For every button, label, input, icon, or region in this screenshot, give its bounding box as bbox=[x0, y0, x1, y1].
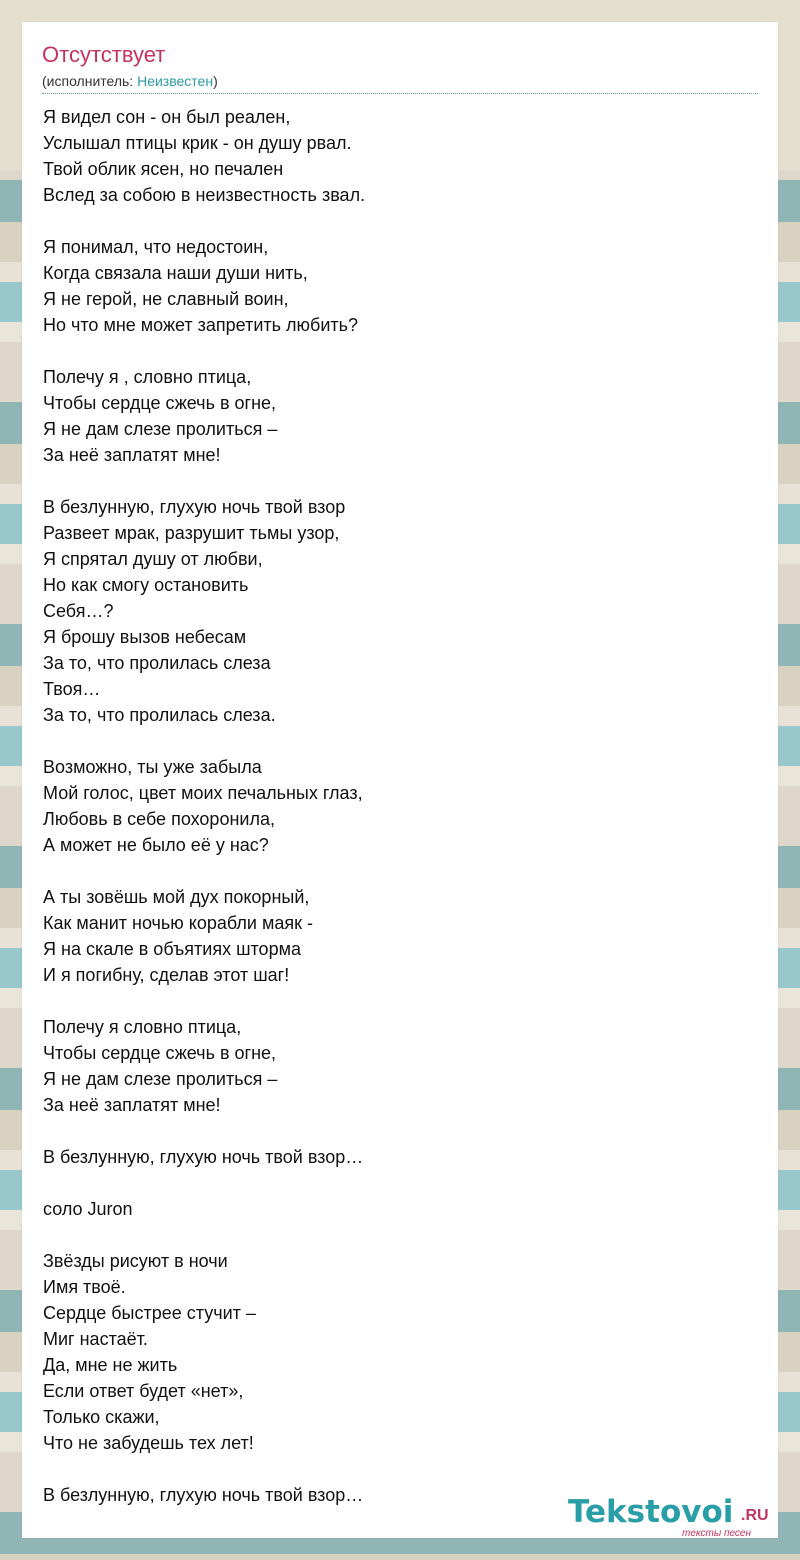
performer-link[interactable]: Неизвестен bbox=[137, 73, 214, 89]
performer-prefix: (исполнитель: bbox=[42, 73, 138, 89]
logo-subtitle: тексты песен bbox=[682, 1528, 751, 1539]
lyrics-card bbox=[22, 22, 778, 1538]
site-logo[interactable] bbox=[568, 1494, 778, 1538]
logo-text: Tekstovoi bbox=[568, 1494, 734, 1530]
logo-tld: .RU bbox=[741, 1507, 769, 1524]
performer-suffix: ) bbox=[213, 73, 218, 89]
divider bbox=[42, 93, 758, 94]
lyrics-text: Я видел сон - он был реален, Услышал птицы крик - он душу рвал. Твой облик ясен, но печален Вслед за собою в неизвестность звал. Я понимал, что недостоин, Когда связала наши души нить, Я не герой, не славный воин, Но что мне может запретить любить? Полечу я , словно птица, Чтобы сердце сжечь в огне, Я не дам слезе пролиться – За неё заплатят мне! В безлунную, глухую ночь твой взор Развеет мрак, разрушит тьмы узор, Я спрятал душу от любви, Но как смогу остановить Себя…? Я брошу вызов небесам За то, что пролилась слеза Твоя… За то, что пролилась слеза. Возможно, ты уже забыла Мой голос, цвет моих печальных глаз, Любовь в себе похоронила, А может не было её у нас? А ты зовёшь мой дух покорный, Как манит ночью корабли маяк - Я на скале в объятиях шторма И я погибну, сделав этот шаг! Полечу я словно птица, Чтобы сердце сжечь в огне, Я не дам слезе пролиться – За неё заплатят мне! В безлунную, глухую ночь твой взор… соло Juron Звёзды рисуют в ночи Имя твоё. Сердце быстрее стучит – Миг настаёт. Да, мне не жить Если ответ будет «нет», Только скажи, Что не забудешь тех лет! В безлунную, глухую ночь твой взор… bbox=[43, 107, 366, 1505]
performer-line bbox=[42, 72, 218, 90]
song-title: Отсутствует bbox=[42, 42, 166, 67]
